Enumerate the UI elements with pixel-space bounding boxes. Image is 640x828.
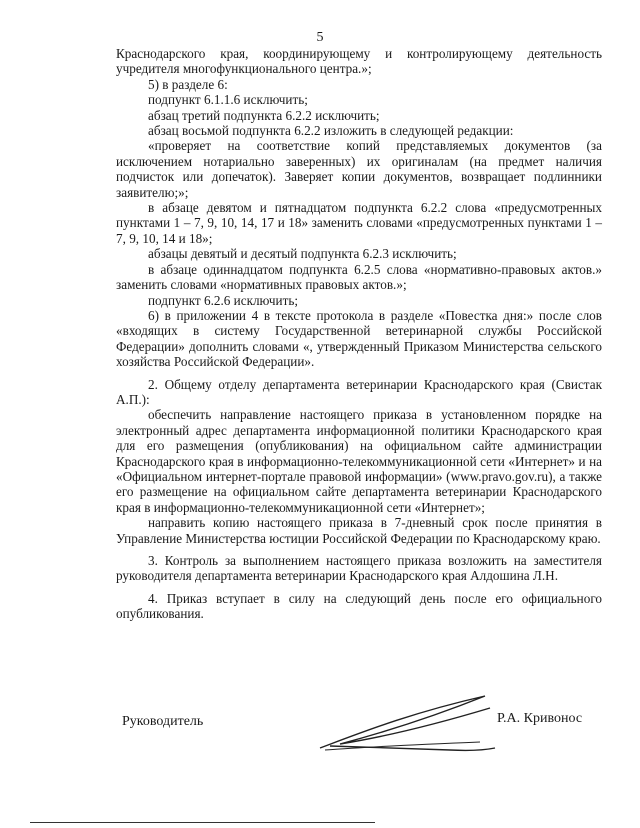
- paragraph: 2. Общему отделу департамента ветеринарии Краснодарского края (Свистак А.П.):: [116, 376, 602, 407]
- footer-rule: [30, 822, 375, 823]
- document-body: [116, 46, 602, 622]
- paragraph: обеспечить направление настоящего приказа в установленном порядке на электронный адрес департамента информационной политики Краснодарского края для его размещения (опубликования) на официальном сайте администрации Краснодарского края в информационно-телекоммуникационной сети «Интернет» и на «Официальном интернет-портале правовой информации» (www.pravo.gov.ru), а также его размещение на официальном сайте департамента ветеринарии Краснодарского края в информационно-телекоммуникационной сети «Интернет»;: [116, 407, 602, 515]
- paragraph: подпункт 6.2.6 исключить;: [148, 292, 299, 308]
- paragraph: Краснодарского края, координирующему и контролирующему деятельность учредителя многофункционального центра.»;: [116, 46, 602, 77]
- paragraph: 4. Приказ вступает в силу на следующий день после его официального опубликования.: [116, 590, 602, 622]
- paragraph: 6) в приложении 4 в тексте протокола в разделе «Повестка дня:» после слов «входящих в систему Государственной ветеринарной службы Российской Федерации» дополнить словами «, утвержденный Приказом Министерства сельского хозяйства Российской Федерации».: [116, 307, 602, 370]
- paragraph: направить копию настоящего приказа в 7-дневный срок после принятия в Управление Министерства юстиции Российской Федерации по Краснодарскому краю.: [116, 515, 602, 546]
- paragraph: 3. Контроль за выполнением настоящего приказа возложить на заместителя руководителя департамента ветеринарии Краснодарского края Алдошина Л.Н.: [116, 553, 602, 584]
- handwritten-signature: [300, 688, 500, 763]
- signer-name: Р.А. Кривонос: [497, 711, 583, 726]
- paragraph: в абзаце девятом и пятнадцатом подпункта 6.2.2 слова «предусмотренных пунктами 1 – 7, 9, 10, 14, 17 и 18» заменить словами «предусмотренных пунктами 1 – 7, 9, 10, 14 и 18»;: [116, 200, 602, 246]
- signer-position: Руководитель: [122, 714, 204, 729]
- paragraph: 5) в разделе 6:: [148, 76, 228, 92]
- paragraph: абзац третий подпункта 6.2.2 исключить;: [148, 107, 380, 123]
- paragraph: подпункт 6.1.1.6 исключить;: [148, 92, 308, 108]
- paragraph: абзац восьмой подпункта 6.2.2 изложить в следующей редакции:: [148, 123, 514, 139]
- paragraph: «проверяет на соответствие копий представляемых документов (за исключением нотариально заверенных) их оригиналам (на предмет наличия подчисток или допечаток). Заверяет копии документов, возвращает подлинники заявителю;»;: [116, 138, 602, 200]
- page-number: 5: [316, 30, 324, 45]
- paragraph: в абзаце одиннадцатом подпункта 6.2.5 слова «нормативно-правовых актов.» заменить словами «нормативных правовых актов.»;: [116, 261, 602, 293]
- paragraph: абзацы девятый и десятый подпункта 6.2.3 исключить;: [148, 246, 457, 262]
